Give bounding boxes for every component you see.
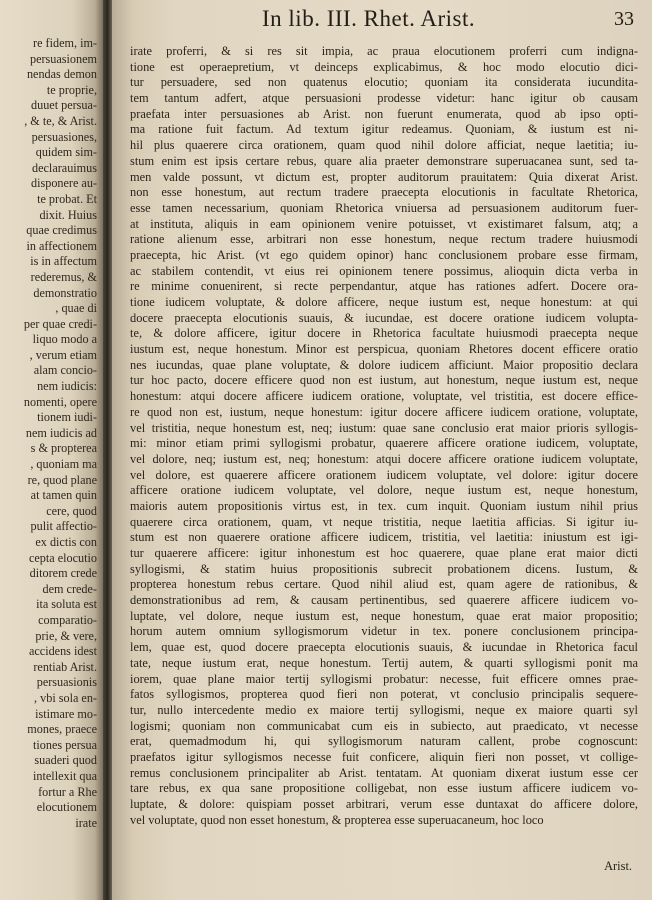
left-page-line: , quoniam ma [30,457,97,472]
body-line: fatos syllogismos, propterea quod fieri non poterat, vt conclusio principalis sequere- [130,687,638,702]
left-page-line: re fidem, im- [33,36,97,50]
left-page-line: , quae di [55,301,97,316]
left-page-line: dem crede- [42,581,97,596]
left-page-line: prie, & vere, [35,628,97,643]
body-line: honestum: atqui docere afficere iudicem oratione, voluptate, vel tristitia, est docere effice- [130,389,638,404]
left-page-line: quidem sim- [35,145,97,160]
left-page-line: nomenti, opere [23,394,97,409]
left-page-line: re, quod plane [27,472,97,487]
left-page-line: demonstratio [33,285,97,300]
body-line: non esse honestum, aut rectum tradere praecepta elocutionis in facultate Rhetorica, [130,185,638,200]
left-page-line: persuasiones, [31,129,97,144]
left-page-line: te proprie, [46,82,97,97]
body-line: vel dolore, est quaerere afficere orationem iudicem voluptate, vel dolore: igitur docere [130,467,638,482]
body-line: te, & dolore afficere, igitur docere in Rhetorica facultate huiusmodi praecepta neque [130,326,638,341]
left-page-line: ita soluta est [36,597,97,612]
left-page-line: dixit. Huius [39,207,97,222]
body-line: tur hoc pacto, docere efficere quod non est iustum, aut honestum, neque iustum est, neque [130,373,638,388]
left-page-line: alam concio- [33,363,97,378]
body-line: hil plus quaerere circa orationem, quam quod nihil dolore afficiat, neque laetitia; iu- [130,138,638,153]
body-line: esse tamen necessarium, quoniam Rhetorica vniuersa ad persuasionem auditorum fuer- [130,200,638,215]
left-page-line: rentiab Arist. [33,659,97,674]
body-line: tione iudicem voluptate, & dolore afficere, neque iustum est, neque honestum: at qui [130,295,638,309]
left-page-line: tionem iudi- [37,410,97,425]
left-page-line: , & te, & Arist. [24,113,97,128]
left-page-line: cere, quod [46,503,97,518]
left-page-line: nem iudicis: [37,379,97,394]
body-line: erat, quemadmodum hi, qui syllogismorum naturam callent, probe cognoscunt: [130,734,638,749]
body-line: men valde possunt, vt dictum est, propter auditorum prauitatem: Quia dixerat Arist. [130,169,638,184]
left-page-line: elocutionem [36,800,97,815]
body-line: logismi; quoniam non communicabat cum eis in subiecto, aut praedicato, vt necesse [130,718,638,733]
left-page-line: ditorem crede [29,566,97,581]
left-page-line: intellexit qua [33,768,97,783]
left-page-line: tiones persua [33,737,97,752]
left-page-line: , verum etiam [29,347,97,362]
page-header [112,6,652,36]
left-page-line: cepta elocutio [28,550,97,565]
body-line: syllogismi, & statim huius propositionis subrecit probationem dicens. Iustum, & [130,561,638,576]
body-line: re minime conuenirent, si recte perpendantur, atque has rationes adfert. Docere ora- [130,279,638,294]
left-page-line: fortur a Rhe [38,784,97,799]
body-line: afficere oratione iudicem voluptate, vel dolore, neque iustum est, neque honestum, [130,483,638,498]
body-line: tate, neque iustum erat, neque honestum. Tertij autem, & quarti syllogismi ponit ma [130,655,638,670]
left-page-line: pulit affectio- [30,519,97,534]
body-line: tur, nullo intercedente medio ex maiore tertij syllogismi, neque ex maiore quarti syl [130,702,638,717]
left-page-line: istimare mo- [35,706,97,721]
left-page-line: suaderi quod [34,753,97,768]
left-page-text [0,36,100,831]
book-gutter [103,0,112,900]
body-line: maioris autem propositionis virtus est, in tex. cum inquit. Quoniam iustum nihil prius [130,498,638,513]
body-line: remus conclusionem principaliter ab Arist. tentatam. At quoniam dixerat iustum esse cer [130,765,638,780]
body-line: ac stabilem contendit, vt eius rei opinionem tenere possimus, alioquin dicta verba in [130,263,638,278]
left-page-line: at tamen quin [30,488,97,503]
body-line: stum enim est ipsis certare rebus, quare alia praeter demonstrare superuacanea sunt, sed ta- [130,153,638,168]
body-line: re quod non est, iustum, neque honestum: igitur docere afficere iudicem oratione, voluptate, [130,404,638,419]
catchword: Arist. [604,859,632,873]
body-line: demonstrationibus ad rem, & causam pertinentibus, sed quaerere afficere iudicem vo- [130,593,638,608]
body-line: luptate, & dolore: quispiam posset arbitrari, verum esse duntaxat do afficere dolore, [130,797,638,811]
left-page-line: declarauimus [32,160,97,175]
body-line: mi: minor etiam primi syllogismi probatur, quaerere afficere oratione iudicem, voluptate, [130,436,638,451]
body-line: irate proferri, & si res sit impia, ac praua elocutionem proferri cum indigna- [130,44,638,58]
body-line: luptate, vel dolore, neque iustum est, neque honestum, quae erat maior propositio; [130,608,638,623]
left-page-line: nendas demon [26,67,97,82]
body-line: at instituta, aliquis in eam opinionem venire potuisset, vt existimaret falsum, atq; a [130,216,638,231]
left-page-line: duuet persua- [31,98,97,113]
body-line: praefata inter persuasiones ab Arist. non fuerunt enumerata, quod ab ipso opti- [130,106,638,121]
left-page-line: mones, praece [27,722,97,737]
body-line: lem, quae est, quod docere praecepta elocutionis suauis, & iucundae in Rhetorica facul [130,640,638,655]
body-line: vel voluptate, quod non esset honestum, & propterea esse superuacaneum, hoc loco [130,812,544,827]
body-line: tione est operaepretium, vt deinceps explicabimus, & hoc modo elocutio dici- [130,59,638,74]
body-line: iustum est, neque honestum. Minor est perspicua, quoniam Rhetores docent efficere oratio [130,342,638,357]
body-line: nes iucundas, quae plane voluptate, & dolore iudicem afficiunt. Maior propositio declara [130,357,638,372]
right-page [112,0,652,900]
body-line: tur quaerere afficere: igitur inhonestum est hoc quaerere, quae plane erat maior dicti [130,546,638,560]
left-page-line: nem iudicis ad [25,425,97,440]
body-line: praecepta, hic Arist. (vt ego quidem opinor) hanc conclusionem probare esse firmam, [130,247,638,262]
body-line: quaerere circa orationem, quam, vt neque tristitia, neque laetitia afficias. Si igitur iu- [130,514,638,529]
body-line: tur persuadere, sed non quatenus elocutio; quoniam ita considerata iucundita- [130,75,638,90]
body-line: stum est non quaerere oratione afficere iudicem, tristitia, vel laetitia: iniustum est igi- [130,530,638,545]
page-number: 33 [614,8,634,30]
left-page-line: ex dictis con [35,535,97,549]
left-page-line: s & propterea [30,441,97,456]
left-page-line: accidens idest [28,644,97,659]
running-head: In lib. III. Rhet. Arist. [262,6,476,31]
left-page-line: quae credimus [26,223,97,238]
left-page-line: persuasionem [29,51,97,66]
left-page-line: te probat. Et [37,191,97,206]
left-page-line: persuasionis [36,675,97,690]
left-page-line: , vbi sola en- [34,690,97,705]
left-page-line: in affectionem [26,238,97,253]
body-line: docere praecepta elocutionis suauis, & iucundae, est docere oratione iudicem volupta- [130,310,638,325]
body-line: tare rebus, ex qua sane propositione colligebat, non esse iustum afficere iudicem vo- [130,781,638,796]
body-line: ratione alienum esse, arbitrari non esse honestum, neque rectum tradere huiusmodi [130,232,638,247]
left-page-line: is in affectum [30,254,97,269]
left-page-line: disponere au- [31,176,97,191]
left-page-line: per quae credi- [23,316,97,331]
body-line: ma ratione fuit factum. Ad textum igitur redeamus. Quoniam, & iustum est ni- [130,122,638,137]
body-line: horum autem omnium syllogismorum videtur in tex. ponere conclusionem principa- [130,624,638,639]
body-line: praefatos igitur syllogismos necesse fuit conficere, aliquin fieri non posset, vt collige- [130,749,638,764]
body-line: iorem, quae plane maior tertij syllogismi probatur: necesse, fuit efficere omnes prae- [130,671,638,686]
left-page-line: liquo modo a [32,332,97,347]
body-line: vel tristitia, neque honestum est, neq; iustum: quae sane conclusio erat maior prioris syllogis- [130,420,638,435]
left-page-line: comparatio- [38,612,97,627]
body-line: propterea honestum rebus certare. Quod nihil aliud est, quam agere de rationibus, & [130,577,638,592]
left-page-line: rederemus, & [30,269,97,284]
left-page [0,0,103,900]
body-text [130,44,638,828]
left-page-line: irate [75,815,97,830]
body-line: vel dolore, neq; iustum est, neq; honestum: atqui docere afficere oratione iudicem voluptate, [130,451,638,466]
body-line: tem tantum adfert, atque persuasioni prodesse videtur: hanc igitur ob causam [130,91,638,106]
